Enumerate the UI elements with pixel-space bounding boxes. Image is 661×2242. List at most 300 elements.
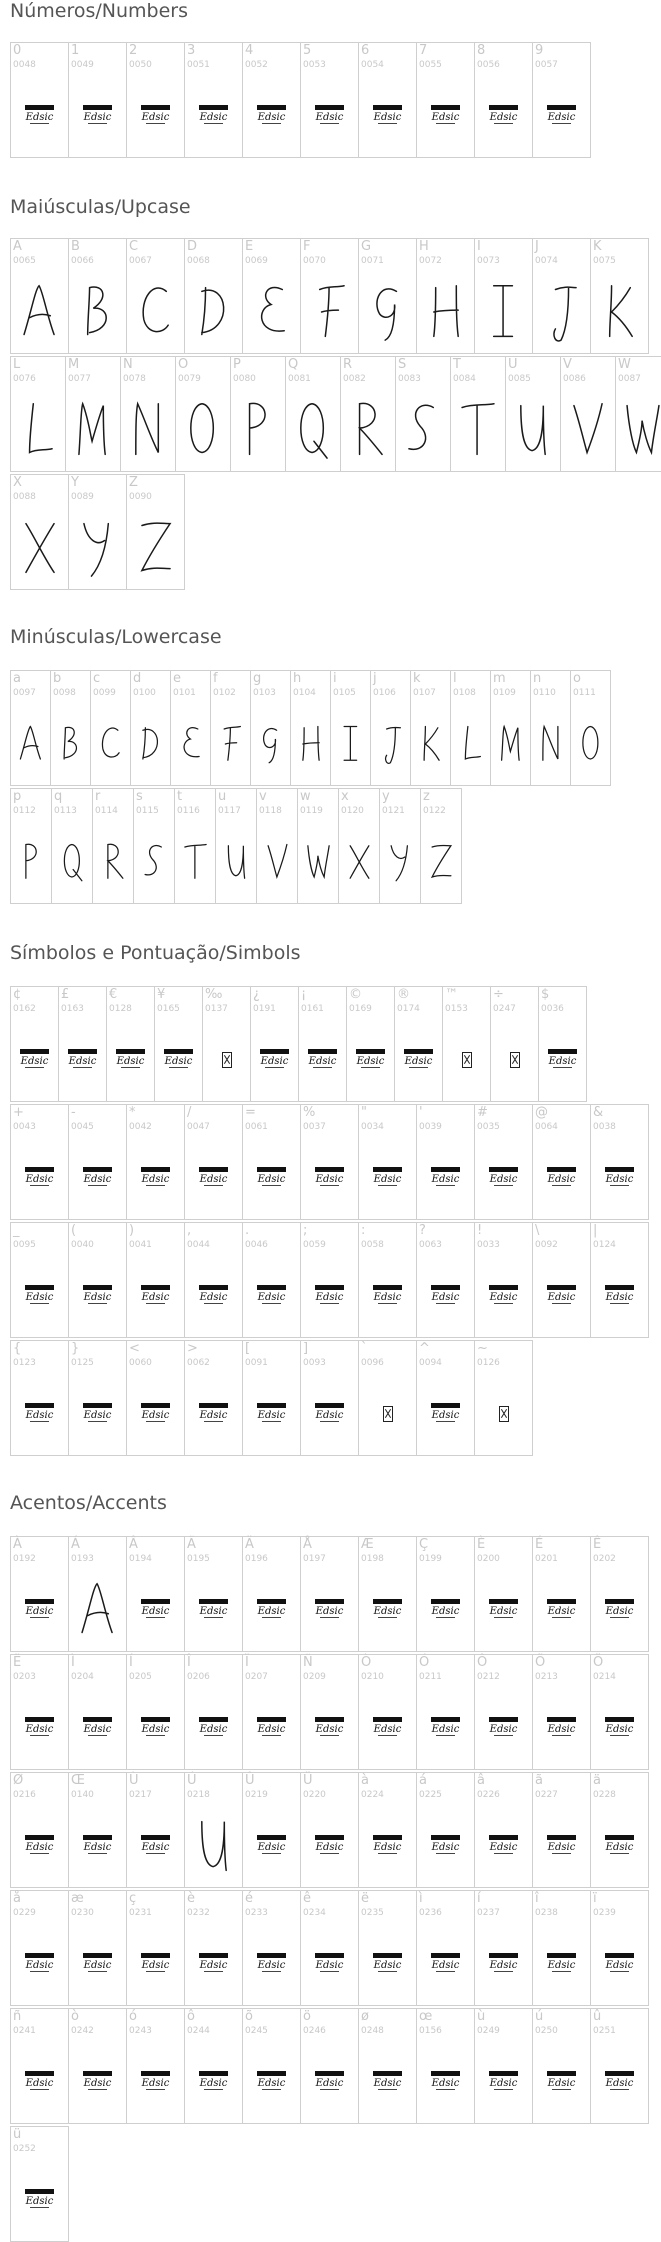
glyph-character: Ó xyxy=(419,1655,430,1670)
edsic-logo-icon xyxy=(533,1257,590,1335)
glyph-cell xyxy=(133,788,175,904)
glyph-code: 0156 xyxy=(419,2026,442,2036)
glyph-character: Í xyxy=(129,1655,133,1670)
glyph-cell xyxy=(490,670,531,786)
edsic-logo-icon xyxy=(127,1807,184,1885)
glyph-code: 0068 xyxy=(187,256,210,266)
glyph-cell xyxy=(10,356,66,472)
glyph-cell xyxy=(394,986,443,1102)
glyph-character: í xyxy=(477,1891,481,1906)
glyph-code: 0108 xyxy=(453,688,476,698)
glyph-character: ñ xyxy=(13,2009,22,2024)
glyph-cell xyxy=(154,986,203,1102)
glyph-code: 0125 xyxy=(71,1358,94,1368)
edsic-logo-icon xyxy=(533,1139,590,1217)
glyph-character: V xyxy=(563,357,572,372)
glyph-cell xyxy=(590,1536,649,1652)
edsic-logo-icon xyxy=(301,1257,358,1335)
glyph-character: Æ xyxy=(361,1537,374,1552)
glyph-character: X xyxy=(13,475,22,490)
glyph-cell xyxy=(358,1772,417,1888)
glyph-code: 0244 xyxy=(187,2026,210,2036)
edsic-logo-icon xyxy=(301,1925,358,2003)
glyph-code: 0034 xyxy=(361,1122,384,1132)
edsic-logo-icon xyxy=(243,1257,300,1335)
glyph-character: á xyxy=(419,1773,427,1788)
edsic-logo-icon xyxy=(475,1689,532,1767)
script-glyph xyxy=(339,823,379,901)
svg-text:Edsic: Edsic xyxy=(356,1056,385,1067)
svg-text:Edsic: Edsic xyxy=(373,112,402,123)
edsic-logo-icon xyxy=(301,1571,358,1649)
glyph-cell xyxy=(590,1890,649,2006)
glyph-cell xyxy=(68,2008,127,2124)
svg-text:Edsic: Edsic xyxy=(431,2078,460,2089)
edsic-logo-icon xyxy=(185,1925,242,2003)
svg-text:Edsic: Edsic xyxy=(489,112,518,123)
glyph-code: 0239 xyxy=(593,1908,616,1918)
glyph-cell xyxy=(92,788,134,904)
glyph-character: q xyxy=(54,789,63,804)
edsic-logo-icon xyxy=(11,1021,58,1099)
glyph-character: @ xyxy=(535,1105,548,1120)
svg-text:Edsic: Edsic xyxy=(25,1606,54,1617)
glyph-cell xyxy=(450,670,491,786)
svg-text:Edsic: Edsic xyxy=(141,2078,170,2089)
glyph-character: Á xyxy=(71,1537,80,1552)
glyph-cell xyxy=(330,670,371,786)
edsic-logo-icon xyxy=(417,1925,474,2003)
glyph-cell xyxy=(120,356,176,472)
glyph-cell xyxy=(170,670,211,786)
glyph-cell xyxy=(338,788,380,904)
glyph-code: 0247 xyxy=(493,1004,516,1014)
glyph-code: 0081 xyxy=(288,374,311,384)
glyph-character: s xyxy=(136,789,143,804)
glyph-code: 0194 xyxy=(129,1554,152,1564)
glyph-cell xyxy=(358,1536,417,1652)
svg-text:Edsic: Edsic xyxy=(25,1960,54,1971)
glyph-cell xyxy=(184,2008,243,2124)
glyph-character: g xyxy=(253,671,262,686)
edsic-logo-icon xyxy=(301,1139,358,1217)
glyph-character: £ xyxy=(61,987,70,1002)
glyph-cell xyxy=(68,1890,127,2006)
svg-text:Edsic: Edsic xyxy=(257,1410,286,1421)
glyph-code: 0033 xyxy=(477,1240,500,1250)
edsic-logo-icon xyxy=(69,1139,126,1217)
glyph-character: œ xyxy=(419,2009,433,2024)
script-glyph xyxy=(11,705,50,783)
glyph-code: 0059 xyxy=(303,1240,326,1250)
svg-text:Edsic: Edsic xyxy=(547,1842,576,1853)
edsic-logo-icon xyxy=(301,1807,358,1885)
section-heading: Acentos/Accents xyxy=(10,1492,167,1514)
svg-text:Edsic: Edsic xyxy=(199,1410,228,1421)
glyph-character: Û xyxy=(245,1773,255,1788)
svg-text:Edsic: Edsic xyxy=(199,1960,228,1971)
edsic-logo-icon xyxy=(59,1021,106,1099)
glyph-cell xyxy=(184,1340,243,1456)
glyph-code: 0074 xyxy=(535,256,558,266)
glyph-code: 0042 xyxy=(129,1122,152,1132)
svg-text:Edsic: Edsic xyxy=(25,1174,54,1185)
glyph-cell xyxy=(615,356,661,472)
glyph-code: 0035 xyxy=(477,1122,500,1132)
glyph-cell xyxy=(590,238,649,354)
edsic-logo-icon xyxy=(475,77,532,155)
svg-text:Edsic: Edsic xyxy=(373,1842,402,1853)
glyph-code: 0098 xyxy=(53,688,76,698)
glyph-character: < xyxy=(129,1341,140,1356)
glyph-cell xyxy=(184,1772,243,1888)
edsic-logo-icon xyxy=(127,1571,184,1649)
glyph-cell xyxy=(532,238,591,354)
glyph-cell xyxy=(532,1654,591,1770)
edsic-logo-icon xyxy=(359,1139,416,1217)
glyph-code: 0243 xyxy=(129,2026,152,2036)
svg-text:Edsic: Edsic xyxy=(315,1960,344,1971)
glyph-character: 8 xyxy=(477,43,486,58)
script-glyph xyxy=(491,705,530,783)
svg-text:Edsic: Edsic xyxy=(199,1724,228,1735)
glyph-code: 0120 xyxy=(341,806,364,816)
glyph-code: 0245 xyxy=(245,2026,268,2036)
edsic-logo-icon xyxy=(359,1925,416,2003)
svg-text:Edsic: Edsic xyxy=(547,1174,576,1185)
svg-text:Edsic: Edsic xyxy=(83,2078,112,2089)
glyph-character: J xyxy=(535,239,539,254)
glyph-cell xyxy=(242,42,301,158)
glyph-code: 0225 xyxy=(419,1790,442,1800)
glyph-code: 0044 xyxy=(187,1240,210,1250)
glyph-code: 0115 xyxy=(136,806,159,816)
glyph-cell xyxy=(242,1890,301,2006)
script-glyph xyxy=(52,823,92,901)
glyph-code: 0112 xyxy=(13,806,36,816)
glyph-code: 0075 xyxy=(593,256,616,266)
svg-text:Edsic: Edsic xyxy=(431,1606,460,1617)
glyph-cell xyxy=(184,1890,243,2006)
glyph-code: 0100 xyxy=(133,688,156,698)
glyph-cell xyxy=(416,1772,475,1888)
glyph-code: 0054 xyxy=(361,60,384,70)
glyph-code: 0126 xyxy=(477,1358,500,1368)
script-glyph xyxy=(121,391,175,469)
glyph-character: 1 xyxy=(71,43,80,58)
edsic-logo-icon xyxy=(591,1139,648,1217)
svg-text:Edsic: Edsic xyxy=(141,1410,170,1421)
glyph-code: 0207 xyxy=(245,1672,268,1682)
svg-text:Edsic: Edsic xyxy=(547,1724,576,1735)
glyph-code: 0084 xyxy=(453,374,476,384)
script-glyph xyxy=(251,705,290,783)
glyph-character: Â xyxy=(129,1537,138,1552)
glyph-character: Ô xyxy=(477,1655,488,1670)
glyph-code: 0099 xyxy=(93,688,116,698)
script-glyph xyxy=(301,273,358,351)
glyph-character: i xyxy=(333,671,337,686)
glyph-character: x xyxy=(341,789,349,804)
glyph-code: 0111 xyxy=(573,688,596,698)
glyph-cell xyxy=(474,1340,533,1456)
script-glyph xyxy=(216,823,256,901)
script-glyph xyxy=(66,391,120,469)
glyph-code: 0137 xyxy=(205,1004,228,1014)
glyph-cell xyxy=(285,356,341,472)
svg-text:Edsic: Edsic xyxy=(489,2078,518,2089)
svg-text:Edsic: Edsic xyxy=(547,1606,576,1617)
glyph-character: f xyxy=(213,671,218,686)
edsic-logo-icon xyxy=(301,1375,358,1453)
glyph-cell xyxy=(126,1104,185,1220)
glyph-code: 0106 xyxy=(373,688,396,698)
glyph-character: H xyxy=(419,239,429,254)
glyph-character: Œ xyxy=(71,1773,85,1788)
glyph-code: 0089 xyxy=(71,492,94,502)
glyph-code: 0242 xyxy=(71,2026,94,2036)
edsic-logo-icon xyxy=(69,1257,126,1335)
glyph-character: / xyxy=(187,1105,192,1120)
glyph-character: A xyxy=(13,239,22,254)
glyph-character: Z xyxy=(129,475,138,490)
glyph-cell xyxy=(10,788,52,904)
svg-text:Edsic: Edsic xyxy=(308,1056,337,1067)
edsic-logo-icon xyxy=(243,1375,300,1453)
glyph-code: 0046 xyxy=(245,1240,268,1250)
edsic-logo-icon xyxy=(591,2043,648,2121)
glyph-code: 0110 xyxy=(533,688,556,698)
glyph-code: 0233 xyxy=(245,1908,268,1918)
edsic-logo-icon xyxy=(417,2043,474,2121)
glyph-cell xyxy=(126,1340,185,1456)
glyph-code: 0066 xyxy=(71,256,94,266)
glyph-character: G xyxy=(361,239,372,254)
svg-text:Edsic: Edsic xyxy=(25,1842,54,1853)
glyph-cell xyxy=(416,1890,475,2006)
glyph-code: 0109 xyxy=(493,688,516,698)
glyph-code: 0249 xyxy=(477,2026,500,2036)
glyph-character: . xyxy=(245,1223,250,1238)
glyph-cell xyxy=(10,474,69,590)
edsic-logo-icon xyxy=(127,1139,184,1217)
glyph-cell xyxy=(416,1104,475,1220)
script-glyph xyxy=(421,823,461,901)
glyph-cell xyxy=(358,1654,417,1770)
glyph-character: î xyxy=(535,1891,539,1906)
edsic-logo-icon xyxy=(11,1257,68,1335)
glyph-cell xyxy=(590,1772,649,1888)
glyph-cell xyxy=(300,2008,359,2124)
script-glyph xyxy=(341,391,395,469)
edsic-logo-icon xyxy=(417,1139,474,1217)
script-glyph xyxy=(127,273,184,351)
glyph-character: ~ xyxy=(477,1341,488,1356)
glyph-code: 0037 xyxy=(303,1122,326,1132)
glyph-character: ê xyxy=(303,1891,311,1906)
glyph-code: 0124 xyxy=(593,1240,616,1250)
glyph-code: 0246 xyxy=(303,2026,326,2036)
glyph-cell xyxy=(126,1654,185,1770)
glyph-character: € xyxy=(109,987,118,1002)
glyph-character: v xyxy=(259,789,267,804)
glyph-code: 0105 xyxy=(333,688,356,698)
edsic-logo-icon xyxy=(69,77,126,155)
glyph-cell xyxy=(58,986,107,1102)
glyph-code: 0213 xyxy=(535,1672,558,1682)
glyph-cell xyxy=(10,670,51,786)
glyph-cell xyxy=(395,356,451,472)
glyph-code: 0218 xyxy=(187,1790,210,1800)
script-glyph xyxy=(506,391,560,469)
edsic-logo-icon xyxy=(359,2043,416,2121)
svg-text:Edsic: Edsic xyxy=(605,1174,634,1185)
edsic-logo-icon xyxy=(11,1571,68,1649)
glyph-character: y xyxy=(382,789,390,804)
script-glyph xyxy=(51,705,90,783)
glyph-cell xyxy=(474,42,533,158)
edsic-logo-icon xyxy=(539,1021,586,1099)
glyph-code: 0104 xyxy=(293,688,316,698)
edsic-logo-icon xyxy=(243,1689,300,1767)
edsic-logo-icon xyxy=(417,1375,474,1453)
glyph-cell xyxy=(570,670,611,786)
glyph-code: 0226 xyxy=(477,1790,500,1800)
svg-text:Edsic: Edsic xyxy=(257,1842,286,1853)
glyph-code: 0051 xyxy=(187,60,210,70)
glyph-cell xyxy=(184,1654,243,1770)
glyph-code: 0061 xyxy=(245,1122,268,1132)
glyph-cell xyxy=(358,1222,417,1338)
glyph-code: 0048 xyxy=(13,60,36,70)
glyph-character: L xyxy=(13,357,21,372)
glyph-cell xyxy=(297,788,339,904)
glyph-code: 0095 xyxy=(13,1240,36,1250)
script-glyph xyxy=(134,823,174,901)
svg-text:Edsic: Edsic xyxy=(141,1606,170,1617)
glyph-character: 7 xyxy=(419,43,428,58)
glyph-character: Î xyxy=(187,1655,191,1670)
glyph-code: 0050 xyxy=(129,60,152,70)
svg-text:Edsic: Edsic xyxy=(605,1724,634,1735)
glyph-cell xyxy=(450,356,506,472)
svg-text:Edsic: Edsic xyxy=(431,1292,460,1303)
missing-glyph-icon xyxy=(203,1021,250,1099)
svg-text:Edsic: Edsic xyxy=(257,1606,286,1617)
glyph-character: ô xyxy=(187,2009,195,2024)
glyph-cell xyxy=(10,2008,69,2124)
glyph-character: F xyxy=(303,239,311,254)
edsic-logo-icon xyxy=(243,1925,300,2003)
glyph-character: h xyxy=(293,671,302,686)
edsic-logo-icon xyxy=(475,1807,532,1885)
svg-text:Edsic: Edsic xyxy=(431,1410,460,1421)
glyph-code: 0039 xyxy=(419,1122,442,1132)
glyph-code: 0047 xyxy=(187,1122,210,1132)
script-glyph xyxy=(396,391,450,469)
edsic-logo-icon xyxy=(185,1139,242,1217)
svg-text:Edsic: Edsic xyxy=(257,1960,286,1971)
script-glyph xyxy=(211,705,250,783)
glyph-character: ® xyxy=(397,987,410,1002)
script-glyph xyxy=(616,391,661,469)
glyph-code: 0083 xyxy=(398,374,421,384)
edsic-logo-icon xyxy=(11,1689,68,1767)
glyph-character: ; xyxy=(303,1223,308,1238)
glyph-code: 0200 xyxy=(477,1554,500,1564)
edsic-logo-icon xyxy=(533,77,590,155)
svg-text:Edsic: Edsic xyxy=(141,112,170,123)
glyph-code: 0199 xyxy=(419,1554,442,1564)
glyph-character: 3 xyxy=(187,43,196,58)
glyph-code: 0237 xyxy=(477,1908,500,1918)
glyph-code: 0096 xyxy=(361,1358,384,1368)
glyph-code: 0086 xyxy=(563,374,586,384)
edsic-logo-icon xyxy=(591,1807,648,1885)
glyph-character: o xyxy=(573,671,581,686)
glyph-code: 0097 xyxy=(13,688,36,698)
glyph-cell xyxy=(230,356,286,472)
glyph-cell xyxy=(290,670,331,786)
svg-text:Edsic: Edsic xyxy=(431,1174,460,1185)
glyph-cell xyxy=(242,1772,301,1888)
glyph-character: ' xyxy=(419,1105,423,1120)
script-glyph xyxy=(243,273,300,351)
glyph-cell xyxy=(10,238,69,354)
glyph-code: 0073 xyxy=(477,256,500,266)
script-glyph xyxy=(417,273,474,351)
glyph-character: ` xyxy=(361,1341,368,1356)
glyph-code: 0236 xyxy=(419,1908,442,1918)
glyph-cell xyxy=(532,1104,591,1220)
glyph-code: 0191 xyxy=(253,1004,276,1014)
edsic-logo-icon xyxy=(185,1257,242,1335)
glyph-code: 0169 xyxy=(349,1004,372,1014)
glyph-cell xyxy=(532,1222,591,1338)
glyph-code: 0117 xyxy=(218,806,241,816)
glyph-cell xyxy=(590,2008,649,2124)
svg-text:Edsic: Edsic xyxy=(25,1410,54,1421)
glyph-code: 0118 xyxy=(259,806,282,816)
glyph-character: T xyxy=(453,357,461,372)
glyph-code: 0113 xyxy=(54,806,77,816)
edsic-logo-icon xyxy=(11,77,68,155)
glyph-cell xyxy=(442,986,491,1102)
edsic-logo-icon xyxy=(69,1925,126,2003)
glyph-cell xyxy=(242,238,301,354)
glyph-code: 0069 xyxy=(245,256,268,266)
glyph-cell xyxy=(126,2008,185,2124)
glyph-cell xyxy=(474,1890,533,2006)
glyph-code: 0049 xyxy=(71,60,94,70)
svg-text:Edsic: Edsic xyxy=(431,1842,460,1853)
glyph-code: 0205 xyxy=(129,1672,152,1682)
glyph-code: 0071 xyxy=(361,256,384,266)
svg-text:Edsic: Edsic xyxy=(83,1842,112,1853)
glyph-code: 0162 xyxy=(13,1004,36,1014)
glyph-code: 0057 xyxy=(535,60,558,70)
glyph-character: ó xyxy=(129,2009,137,2024)
glyph-character: O xyxy=(178,357,189,372)
glyph-character: ¡ xyxy=(301,987,307,1002)
svg-text:Edsic: Edsic xyxy=(199,1606,228,1617)
glyph-character: _ xyxy=(13,1223,20,1238)
glyph-character: : xyxy=(361,1223,366,1238)
glyph-cell xyxy=(10,1222,69,1338)
glyph-code: 0060 xyxy=(129,1358,152,1368)
glyph-character: | xyxy=(593,1223,598,1238)
svg-text:Edsic: Edsic xyxy=(315,112,344,123)
